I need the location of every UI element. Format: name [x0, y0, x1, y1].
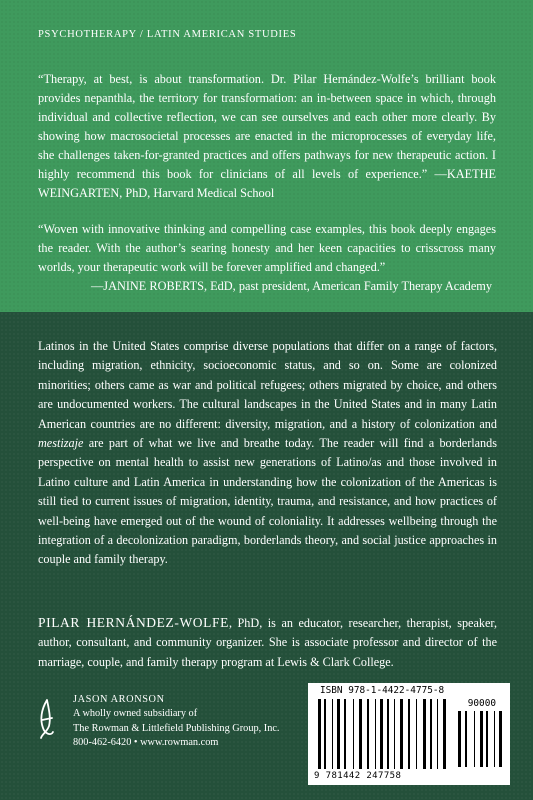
isbn-barcode [308, 683, 510, 785]
quote-2-attribution: —JANINE ROBERTS, EdD, past president, American Family Therapy Academy [90, 279, 492, 293]
back-cover-top-panel [0, 0, 533, 312]
author-bio-text: , PhD, is an educator, researcher, therapist, speaker, author, consultant, and community organizer. She is associate professor and director of the marriage, couple, and family therapy program at Lewis & Clark College. [38, 616, 497, 669]
publisher-line-1: A wholly owned subsidiary of [73, 708, 198, 720]
book-description [38, 337, 497, 570]
publisher-name: JASON ARONSON [73, 694, 165, 705]
author-bio [38, 613, 497, 672]
barcode-digits: 9 781442 247758 [314, 771, 402, 781]
price-code: 90000 [467, 698, 496, 709]
endorsement-quote-1 [38, 70, 496, 203]
description-part-1: Latinos in the United States comprise diverse populations that differ on a range of factors, including migration, ethnicity, socioeconomic status, and so on. Some are colonized minorities; others came as war and political refugees; others migrated by choice, and others are undocumented workers. The cultural landscapes in the United States and in many Latin American countries are no different: diversity, migration, and a history of colonization and [38, 339, 497, 431]
description-emphasis: mestizaje [38, 436, 84, 451]
quote-1-text: “Therapy, at best, is about transformation. Dr. Pilar Hernández-Wolfe’s brilliant book provides nepanthla, the territory for transformation: an in-between space in which, through individual and collective reflection, we can see ourselves and each other more clearly. By showing how macrosocietal processes are enacted in the microprocesses of everyday life, she challenges taken-for-granted practices and offers pathways for new therapeutic action. I highly recommend this book for clinicians of all levels of experience.” [38, 72, 496, 181]
description-part-2: are part of what we live and breathe today. The reader will find a borderlands perspective on mental health to assist new generations of Latino/as and those involved in Latino culture and Latin America in understanding how the colonization of the Americas is still tied to current issues of migration, identity, trauma, and resistance, and how practices of well-being have emerged out of the wound of coloniality. It addresses wellbeing through the integration of a decolonization paradigm, borderlands theory, and social justice approaches in couple and family therapy. [38, 436, 497, 567]
category-label: PSYCHOTHERAPY / LATIN AMERICAN STUDIES [38, 29, 297, 40]
isbn-number: ISBN 978-1-4422-4775-8 [320, 685, 445, 696]
endorsement-quote-2 [38, 220, 496, 296]
quote-1-attribution: —KAETHE WEINGARTEN, PhD, Harvard Medical School [38, 167, 496, 200]
publisher-line-2: The Rowman & Littlefield Publishing Group, Inc. [73, 722, 280, 734]
quote-2-text: “Woven with innovative thinking and compelling case examples, this book deeply engages the reader. With the author’s searing honesty and her keen capacities to crisscross many worlds, your therapeutic work will be forever amplified and changed.” [38, 222, 496, 274]
publisher-info [73, 693, 279, 750]
publisher-logo-icon [37, 696, 57, 740]
publisher-contact: 800-462-6420 • www.rowman.com [73, 736, 219, 748]
author-name: PILAR HERNÁNDEZ-WOLFE [38, 615, 229, 630]
